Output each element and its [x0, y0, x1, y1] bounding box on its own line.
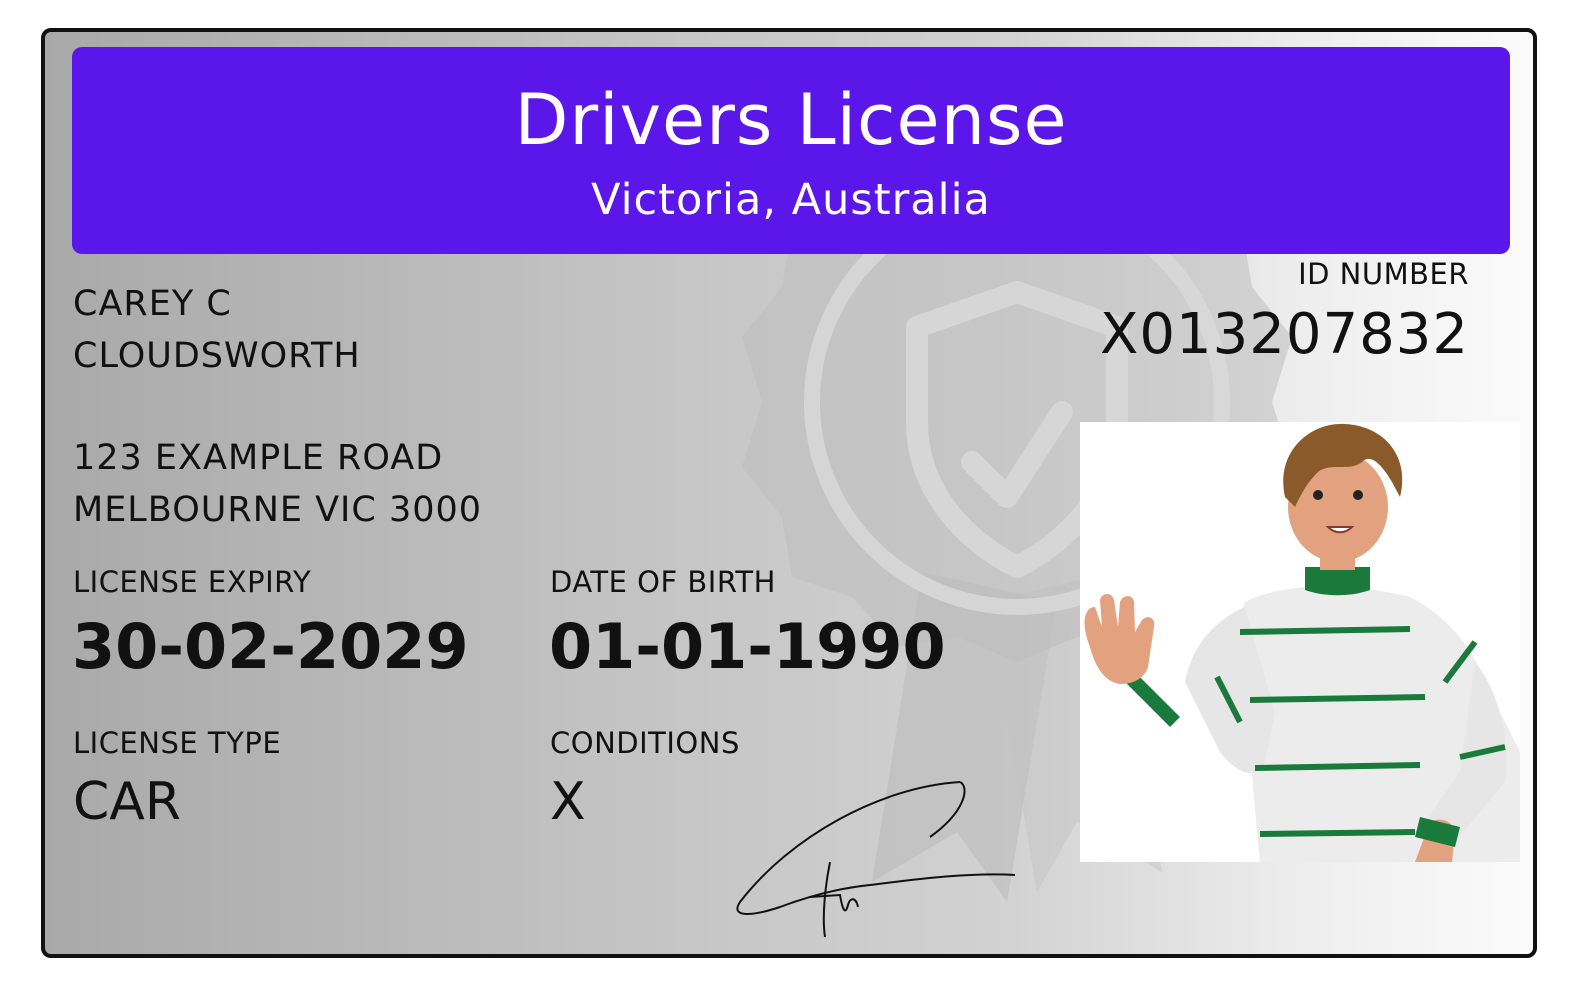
card-subtitle: Victoria, Australia: [591, 175, 991, 225]
holder-address: [73, 432, 482, 536]
license-type-label: LICENSE TYPE: [73, 726, 282, 760]
card-title: Drivers License: [514, 79, 1068, 161]
conditions-label: CONDITIONS: [550, 726, 740, 760]
signature-mark: [730, 777, 1030, 947]
expiry-label: LICENSE EXPIRY: [73, 565, 312, 599]
holder-photo: [1080, 422, 1520, 862]
id-number-label: ID NUMBER: [1298, 257, 1469, 291]
holder-name: [73, 278, 361, 382]
license-type-value: CAR: [73, 772, 182, 832]
dob-value: 01-01-1990: [549, 610, 946, 683]
address-line1: 123 EXAMPLE ROAD: [73, 438, 444, 478]
expiry-value: 30-02-2029: [72, 610, 469, 683]
license-card: [41, 28, 1537, 958]
holder-photo-illustration: [1080, 422, 1520, 862]
holder-name-line1: CAREY C: [73, 284, 232, 324]
header-banner: [72, 47, 1510, 254]
dob-label: DATE OF BIRTH: [550, 565, 776, 599]
address-line2: MELBOURNE VIC 3000: [73, 490, 483, 530]
id-number-value: X013207832: [1099, 302, 1469, 367]
holder-name-line2: CLOUDSWORTH: [73, 336, 361, 376]
conditions-value: X: [550, 772, 586, 832]
